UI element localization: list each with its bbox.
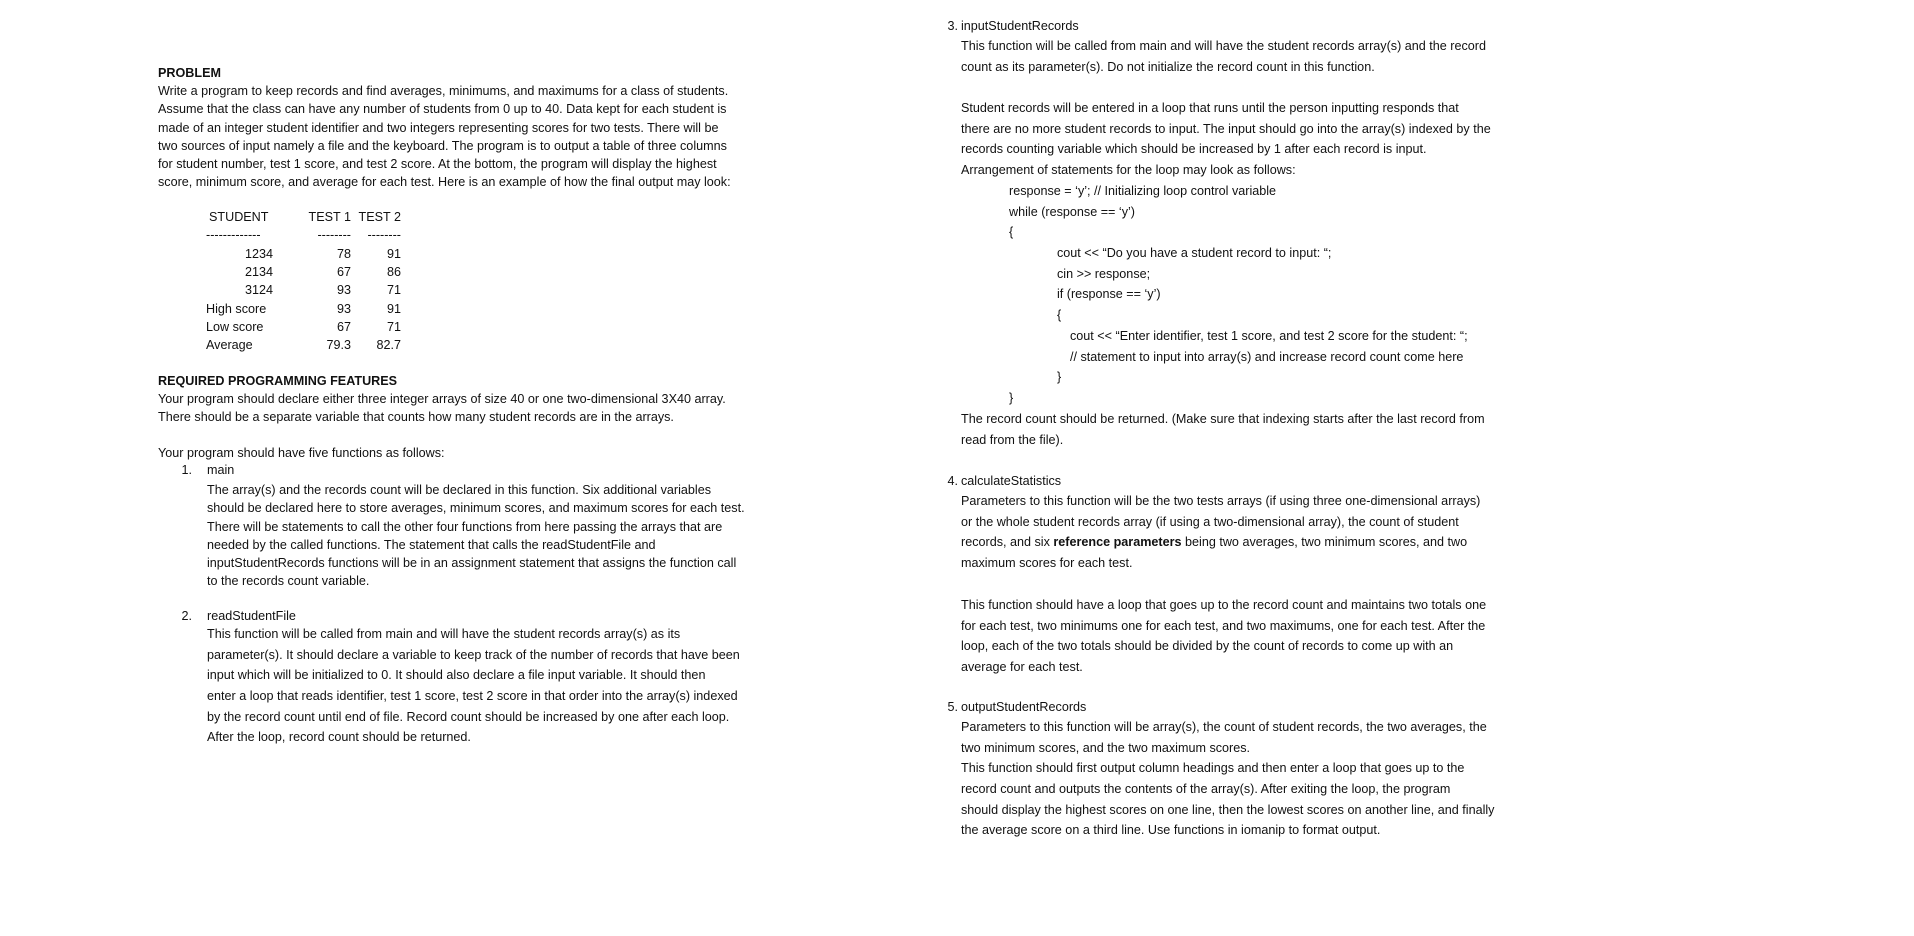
table-cell: High score: [206, 301, 267, 316]
description-line: After the loop, record count should be returned.: [207, 730, 471, 745]
table-cell: Low score: [206, 319, 264, 334]
required-line: There should be a separate variable that counts how many student records are in the arrays.: [158, 410, 674, 425]
description-line: This function should first output column headings and then enter a loop that goes up to the: [961, 761, 1465, 776]
description-line: should be declared here to store averages, minimum scores, and maximum scores for each test.: [207, 501, 745, 516]
function-name-main: main: [207, 463, 235, 477]
table-cell: 67: [336, 319, 351, 334]
code-sample: [934, 181, 1468, 409]
code-line: {: [1009, 225, 1014, 240]
description-line: to the records count variable.: [207, 574, 370, 589]
problem-line: Assume that the class can have any number of students from 0 up to 40. Data kept for each student is: [158, 102, 727, 117]
table-dash: --------: [367, 228, 401, 243]
description-line: or the whole student records array (if using a two-dimensional array), the count of student: [961, 514, 1459, 529]
description-line: Arrangement of statements for the loop may look as follows:: [961, 163, 1296, 178]
table-cell: 91: [386, 301, 401, 316]
function-name-readstudentfile: readStudentFile: [207, 609, 296, 623]
description-line: This function will be called from main and will have the student records array(s) as its: [207, 627, 681, 641]
description-line: average for each test.: [961, 660, 1083, 675]
code-line: cin >> response;: [1057, 266, 1151, 281]
table-row: [206, 263, 401, 281]
description-line: should display the highest scores on one line, then the lowest scores on another line, and finally: [961, 802, 1495, 817]
table-cell: 67: [336, 265, 351, 280]
description-line: the average score on a third line. Use functions in iomanip to format output.: [961, 823, 1381, 838]
required-heading: REQUIRED PROGRAMMING FEATURES: [158, 374, 398, 388]
description-line: Student records will be entered in a loop that runs until the person inputting responds that: [961, 101, 1459, 115]
table-row: [206, 281, 401, 299]
description-line: count as its parameter(s). Do not initialize the record count in this function.: [961, 59, 1375, 74]
description-line: records counting variable which should be increased by 1 after each record is input.: [961, 142, 1427, 157]
problem-line: made of an integer student identifier and two integers representing scores for two tests. There will be: [158, 120, 719, 135]
description-line: Parameters to this function will be the two tests arrays (if using three one-dimensional arrays): [961, 494, 1481, 508]
table-dash: --------: [317, 228, 351, 243]
function-outputstudentrecords-description: [961, 717, 1494, 841]
problem-heading: PROBLEM: [158, 66, 221, 80]
code-line: response = ‘y’; // Initializing loop control variable: [1009, 184, 1277, 198]
function-inputstudentrecords-description: [961, 36, 1486, 77]
problem-line: Write a program to keep records and find averages, minimums, and maximums for a class of students.: [158, 84, 729, 98]
description-line: There will be statements to call the other four functions from here passing the arrays that are: [207, 519, 723, 534]
table-dash: -------------: [206, 228, 261, 243]
text-run: being two averages, two minimum scores, and two: [1181, 535, 1468, 550]
problem-text: [158, 82, 731, 192]
table-summary-row: [206, 318, 401, 336]
description-line: read from the file).: [961, 432, 1064, 447]
description-line: for each test, two minimums one for each test, and two maximums, one for each test. After the: [961, 618, 1486, 633]
function-main-description: [207, 481, 745, 591]
function-readstudentfile-description: [207, 624, 740, 748]
problem-line: score, minimum score, and average for each test. Here is an example of how the final output may look:: [158, 175, 731, 190]
bold-text: reference parameters: [1053, 535, 1182, 550]
table-summary-row: [206, 336, 401, 354]
code-line: if (response == ‘y’): [1057, 287, 1161, 302]
table-cell: 93: [336, 301, 351, 316]
table-cell: 3124: [244, 283, 273, 298]
table-cell: 86: [386, 265, 401, 280]
function-name-inputstudentrecords: inputStudentRecords: [961, 19, 1079, 33]
functions-intro: Your program should have five functions as follows:: [158, 446, 445, 460]
list-number: 4.: [947, 474, 958, 488]
table-row: [206, 245, 401, 263]
code-line: // statement to input into array(s) and increase record count come here: [1070, 349, 1464, 364]
description-line: record count and outputs the contents of the array(s). After exiting the loop, the program: [961, 782, 1451, 797]
description-line: input which will be initialized to 0. It should also declare a file input variable. It should then: [207, 668, 706, 683]
description-line: Parameters to this function will be array(s), the count of student records, the two averages, the: [961, 720, 1487, 734]
table-summary-row: [206, 299, 401, 317]
table-cell: 78: [336, 246, 351, 261]
code-line: }: [1009, 390, 1014, 405]
table-cell: 71: [386, 319, 401, 334]
list-number: 2.: [181, 609, 192, 623]
description-line: needed by the called functions. The statement that calls the readStudentFile and: [207, 537, 656, 552]
table-cell: 1234: [244, 246, 273, 261]
description-line: enter a loop that reads identifier, test 1 score, test 2 score in that order into the array(s) indexed: [207, 689, 738, 704]
table-header: STUDENT: [209, 210, 269, 225]
list-number: 1.: [181, 463, 192, 477]
description-line: maximum scores for each test.: [961, 556, 1133, 571]
table-cell: Average: [206, 338, 253, 353]
code-line: {: [1057, 308, 1062, 323]
table-cell: 79.3: [326, 338, 351, 353]
function-inputstudentrecords-loop-text: [961, 98, 1491, 181]
table-cell: 2134: [244, 265, 273, 280]
description-line: inputStudentRecords functions will be in an assignment statement that assigns the function call: [207, 556, 737, 571]
description-line: This function should have a loop that goes up to the record count and maintains two totals one: [961, 598, 1487, 612]
table-cell: 91: [386, 246, 401, 261]
text-run: records, and six: [961, 535, 1054, 550]
required-line: Your program should declare either three integer arrays of size 40 or one two-dimensional 3X40 array.: [158, 392, 726, 406]
required-text: [158, 390, 726, 427]
code-line: }: [1057, 370, 1062, 385]
example-output-table: [206, 208, 401, 354]
function-calculatestatistics-description: [961, 491, 1480, 574]
table-header: TEST 1: [308, 210, 351, 225]
table-cell: 71: [386, 283, 401, 298]
list-number: 3.: [947, 19, 958, 33]
table-dash-row: [206, 226, 401, 244]
code-line: while (response == ‘y’): [1009, 204, 1135, 219]
description-line: parameter(s). It should declare a variable to keep track of the number of records that have been: [207, 647, 740, 662]
problem-line: for student number, test 1 score, and test 2 score. At the bottom, the program will display the highest: [158, 157, 717, 172]
function-inputstudentrecords-return-text: [961, 409, 1485, 450]
table-cell: 93: [336, 283, 351, 298]
function-calculatestatistics-loop-text: [961, 595, 1486, 678]
problem-line: two sources of input namely a file and the keyboard. The program is to output a table of three columns: [158, 138, 727, 153]
table-header: TEST 2: [358, 210, 401, 225]
function-name-calculatestatistics: calculateStatistics: [961, 474, 1062, 488]
description-line: The array(s) and the records count will be declared in this function. Six additional variables: [207, 483, 712, 497]
description-line: The record count should be returned. (Make sure that indexing starts after the last record from: [961, 412, 1485, 426]
description-line: [961, 532, 1480, 553]
table-cell: 82.7: [376, 338, 401, 353]
function-name-outputstudentrecords: outputStudentRecords: [961, 700, 1087, 714]
code-line: cout << “Do you have a student record to input: “;: [1057, 246, 1332, 261]
description-line: by the record count until end of file. Record count should be increased by one after each loop.: [207, 709, 730, 724]
list-number: 5.: [947, 700, 958, 714]
code-line: cout << “Enter identifier, test 1 score, and test 2 score for the student: “;: [1070, 328, 1468, 343]
table-header-row: [206, 208, 401, 226]
description-line: This function will be called from main and will have the student records array(s) and the record: [961, 39, 1486, 53]
description-line: there are no more student records to input. The input should go into the array(s) indexed by the: [961, 121, 1491, 136]
description-line: two minimum scores, and the two maximum scores.: [961, 740, 1251, 755]
description-line: loop, each of the two totals should be divided by the count of records to come up with an: [961, 639, 1454, 654]
